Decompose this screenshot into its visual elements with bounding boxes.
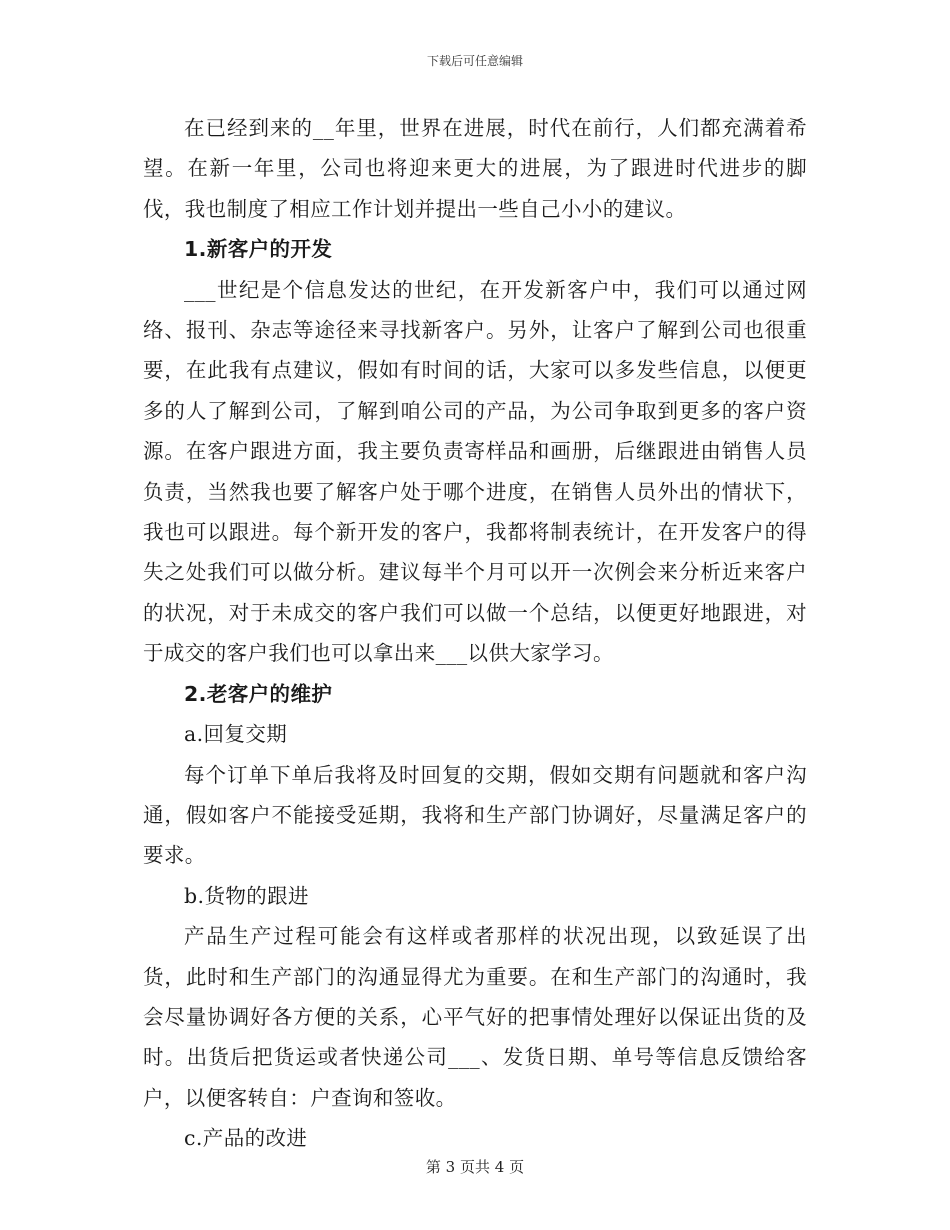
document-body — [143, 108, 807, 1159]
section-2-heading: 2.老客户的维护 — [184, 681, 333, 706]
section-1-paragraph: ___世纪是个信息发达的世纪，在开发新客户中，我们可以通过网络、报刊、杂志等途径来寻找新客户。另外，让客户了解到公司也很重要，在此我有点建议，假如有时间的话，大家可以多发些信息，以便更多的人了解到公司，了解到咱公司的产品，为公司争取到更多的客户资源。在客户跟进方面，我主要负责寄样品和画册，后继跟进由销售人员负责，当然我也要了解客户处于哪个进度，在销售人员外出的情状下，我也可以跟进。每个新开发的客户，我都将制表统计，在开发客户的得失之处我们可以做分析。建议每半个月可以开一次例会来分析近来客户的状况，对于未成交的客户我们可以做一个总结，以便更好地跟进，对于成交的客户我们也可以拿出来___以供大家学习。 — [143, 277, 807, 666]
section-1-heading: 1.新客户的开发 — [184, 237, 333, 262]
intro-paragraph: 在已经到来的__年里，世界在进展，时代在前行，人们都充满着希望。在新一年里，公司也将迎来更大的进展，为了跟进时代进步的脚伐，我也制度了相应工作计划并提出一些自己小小的建议。 — [143, 116, 807, 221]
page-header: 下载后可任意编辑 — [426, 54, 523, 68]
subsection-a-paragraph: 每个订单下单后我将及时回复的交期，假如交期有问题就和客户沟通，假如客户不能接受延期，我将和生产部门协调好，尽量满足客户的要求。 — [143, 762, 807, 868]
subsection-b-heading: b.货物的跟进 — [184, 883, 309, 908]
page-footer: 第 3 页共 4 页 — [425, 1158, 525, 1176]
subsection-b-paragraph: 产品生产过程可能会有这样或者那样的状况出现，以致延误了出货，此时和生产部门的沟通显得尤为重要。在和生产部门的沟通时，我会尽量协调好各方便的关系，心平气好的把事情处理好以保证出货的及时。出货后把货运或者快递公司___、发货日期、单号等信息反馈给客户，以便客转自：户查询和签收。 — [143, 924, 807, 1110]
subsection-a-heading: a.回复交期 — [184, 722, 288, 747]
subsection-c-heading: c.产品的改进 — [184, 1126, 308, 1151]
